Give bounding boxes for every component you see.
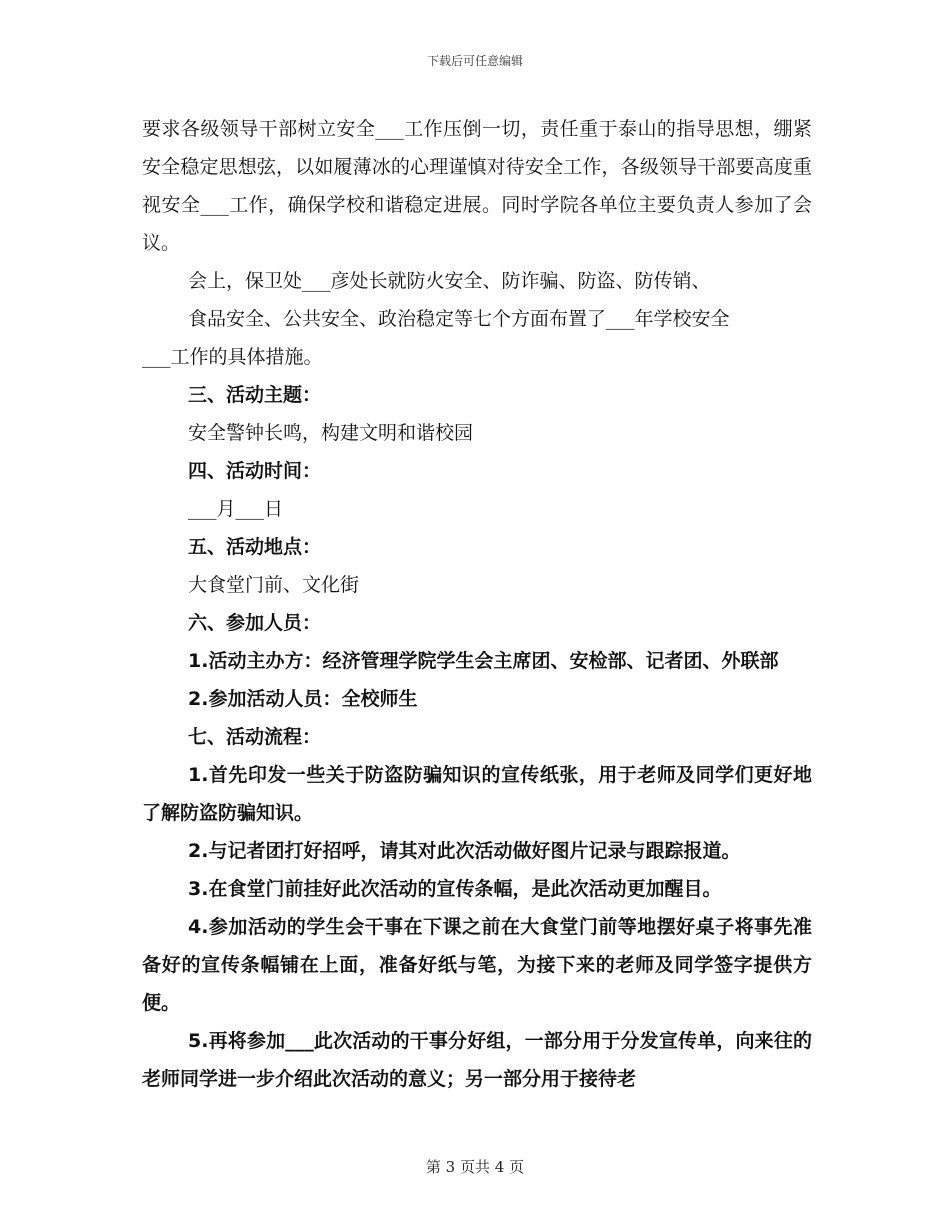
step-3: 3.在食堂门前挂好此次活动的宣传条幅，是此次活动更加醒目。 (188, 878, 722, 900)
step-2: 2.与记者团打好招呼，请其对此次活动做好图片记录与跟踪报道。 (188, 840, 741, 862)
paragraph-intro: 要求各级领导干部树立安全___工作压倒一切，责任重于泰山的指导思想，绷紧安全稳定思想弦，以如履薄冰的心理谨慎对待安全工作，各级领导干部要高度重视安全___工作，确保学校和谐稳定进展。同时学院各单位主要负责人参加了会议。 (142, 118, 812, 254)
step-4: 4.参加活动的学生会干事在下课之前在大食堂门前等地摆好桌子将事先准备好的宣传条幅铺在上面，准备好纸与笔，为接下来的老师及同学签字提供方便。 (142, 916, 812, 1014)
step-1: 1.首先印发一些关于防盗防骗知识的宣传纸张，用于老师及同学们更好地了解防盗防骗知识。 (142, 764, 812, 824)
paragraph-measures-cont: ___工作的具体措施。 (142, 346, 323, 368)
heading-participants: 六、参加人员： (188, 612, 322, 634)
text-theme: 安全警钟长鸣，构建文明和谐校园 (188, 422, 474, 444)
paragraph-meeting: 会上，保卫处___彦处长就防火安全、防诈骗、防盗、防传销、 (188, 270, 711, 292)
page-footer: 第 3 页共 4 页 (425, 1158, 525, 1176)
text-organizer: 1.活动主办方：经济管理学院学生会主席团、安检部、记者团、外联部 (188, 650, 779, 672)
heading-theme: 三、活动主题： (188, 384, 322, 406)
text-participants: 2.参加活动人员：全校师生 (188, 688, 418, 710)
step-5: 5.再将参加___此次活动的干事分好组，一部分用于分发宣传单，向来往的老师同学进一步介绍此次活动的意义；另一部分用于接待老 (142, 1030, 812, 1090)
text-place: 大食堂门前、文化街 (188, 574, 360, 596)
text-time: ___月___日 (188, 498, 284, 520)
paragraph-measures: 食品安全、公共安全、政治稳定等七个方面布置了___年学校安全 (188, 308, 730, 330)
document-body (142, 110, 812, 1098)
heading-place: 五、活动地点： (188, 536, 322, 558)
page-header: 下载后可任意编辑 (426, 54, 523, 68)
heading-process: 七、活动流程： (188, 726, 322, 748)
heading-time: 四、活动时间： (188, 460, 322, 482)
